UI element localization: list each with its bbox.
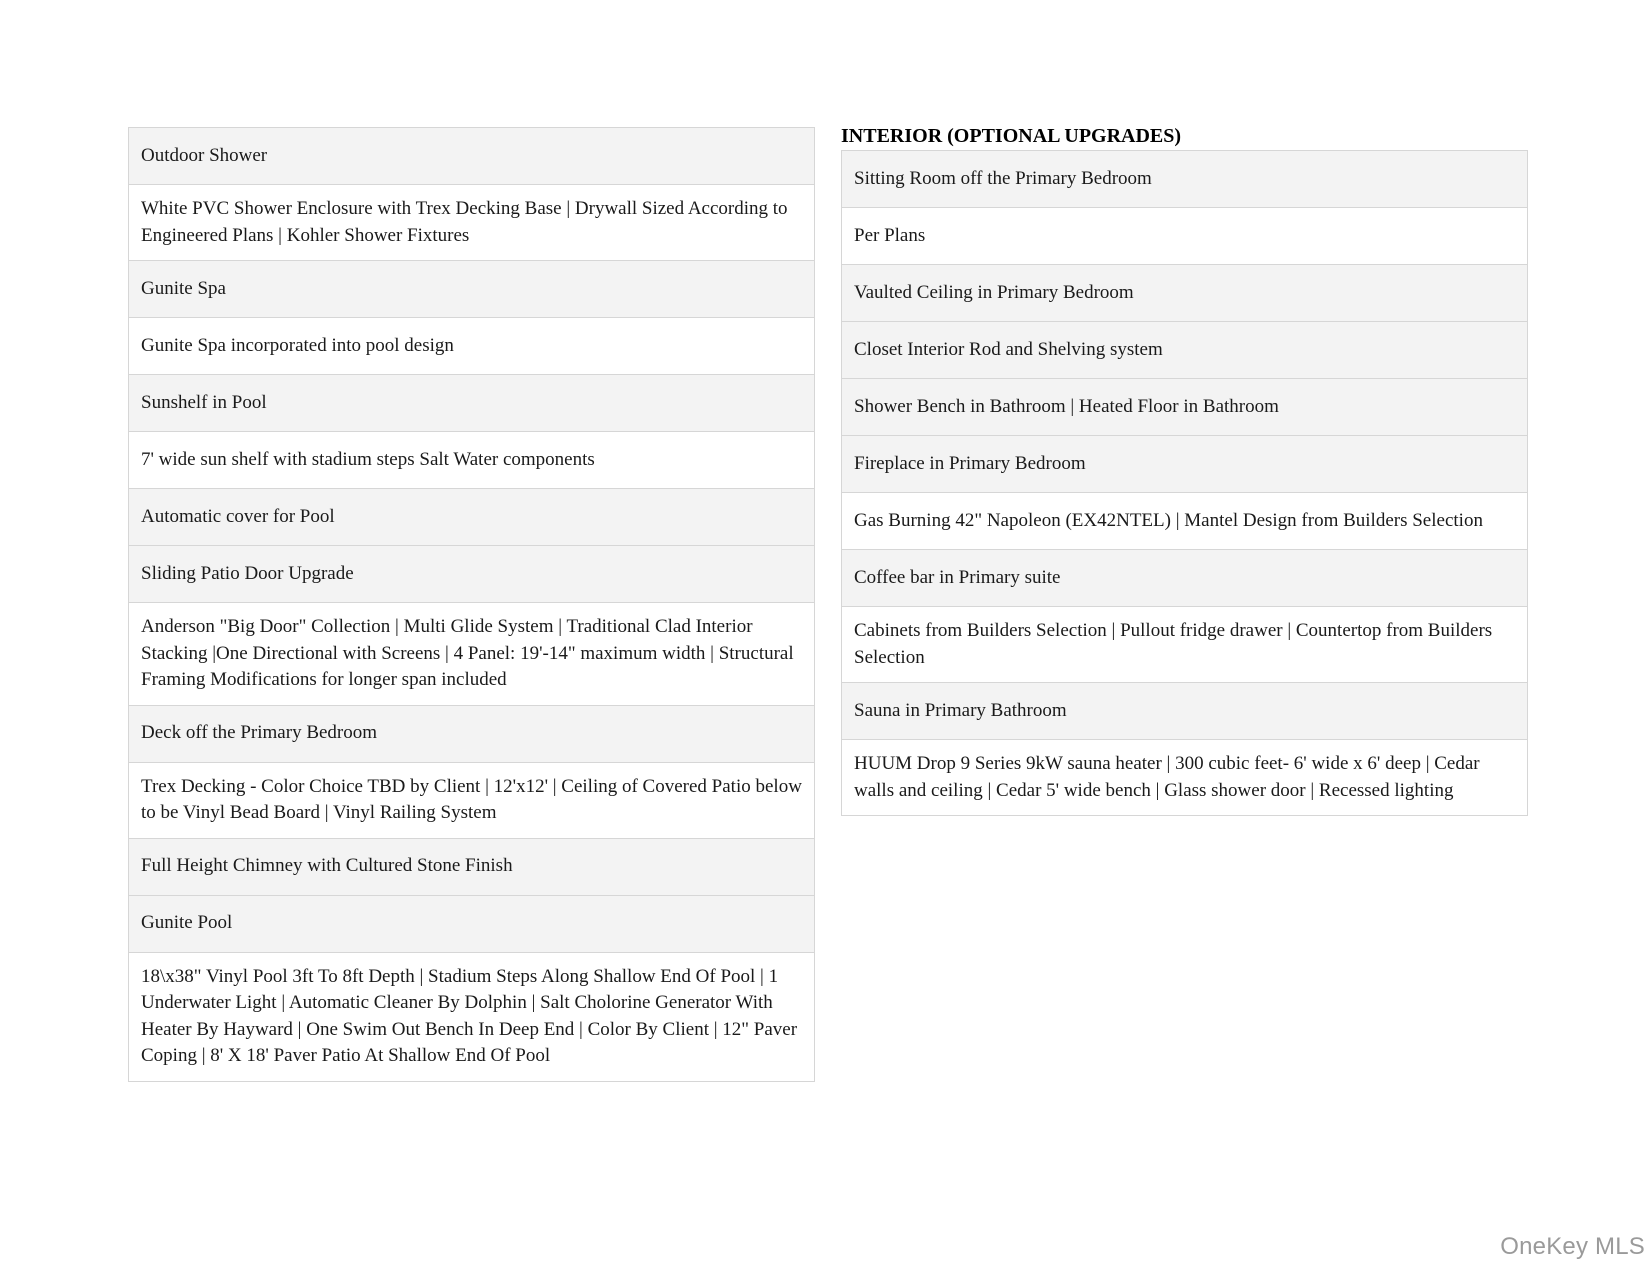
item-title: Closet Interior Rod and Shelving system bbox=[842, 322, 1528, 379]
table-row bbox=[842, 322, 1528, 379]
item-title: Sauna in Primary Bathroom bbox=[842, 683, 1528, 740]
table-row bbox=[842, 550, 1528, 607]
item-title: Shower Bench in Bathroom | Heated Floor in Bathroom bbox=[842, 379, 1528, 436]
table-row bbox=[842, 607, 1528, 683]
table-row bbox=[129, 838, 815, 895]
table-row bbox=[129, 762, 815, 838]
table-row bbox=[842, 151, 1528, 208]
table-row bbox=[129, 318, 815, 375]
table-row bbox=[129, 375, 815, 432]
item-title: Coffee bar in Primary suite bbox=[842, 550, 1528, 607]
section-heading: INTERIOR (OPTIONAL UPGRADES) bbox=[841, 125, 1182, 147]
item-title: Outdoor Shower bbox=[129, 128, 815, 185]
item-title: Vaulted Ceiling in Primary Bedroom bbox=[842, 265, 1528, 322]
table-row bbox=[842, 436, 1528, 493]
item-detail: Gunite Spa incorporated into pool design bbox=[129, 318, 815, 375]
item-detail: Cabinets from Builders Selection | Pullout fridge drawer | Countertop from Builders Selection bbox=[842, 607, 1528, 683]
item-title: Deck off the Primary Bedroom bbox=[129, 705, 815, 762]
table-row bbox=[129, 603, 815, 706]
item-title: Automatic cover for Pool bbox=[129, 489, 815, 546]
item-title: Gunite Spa bbox=[129, 261, 815, 318]
table-row bbox=[842, 208, 1528, 265]
item-title: Gunite Pool bbox=[129, 895, 815, 952]
table-row bbox=[129, 489, 815, 546]
exterior-upgrades-table bbox=[128, 127, 815, 1082]
table-row bbox=[842, 265, 1528, 322]
table-row bbox=[129, 261, 815, 318]
item-detail: White PVC Shower Enclosure with Trex Decking Base | Drywall Sized According to Engineered Plans | Kohler Shower Fixtures bbox=[129, 185, 815, 261]
table-row bbox=[129, 952, 815, 1081]
item-detail: 18\x38" Vinyl Pool 3ft To 8ft Depth | Stadium Steps Along Shallow End Of Pool | 1 Underwater Light | Automatic Cleaner By Dolphin | Salt Cholorine Generator With Heater By Hayward | One Swim Out Bench In Deep End | Color By Client | 12" Paver Coping | 8' X 18' Paver Patio At Shallow End Of Pool bbox=[129, 952, 815, 1081]
item-detail: Gas Burning 42" Napoleon (EX42NTEL) | Mantel Design from Builders Selection bbox=[842, 493, 1528, 550]
item-title: Sitting Room off the Primary Bedroom bbox=[842, 151, 1528, 208]
item-title: Full Height Chimney with Cultured Stone Finish bbox=[129, 838, 815, 895]
item-detail: Per Plans bbox=[842, 208, 1528, 265]
item-detail: Anderson "Big Door" Collection | Multi Glide System | Traditional Clad Interior Stacking |One Directional with Screens | 4 Panel: 19'-14" maximum width | Structural Framing Modifications for longer span included bbox=[129, 603, 815, 706]
table-row bbox=[129, 546, 815, 603]
item-detail: Trex Decking - Color Choice TBD by Client | 12'x12' | Ceiling of Covered Patio below to be Vinyl Bead Board | Vinyl Railing System bbox=[129, 762, 815, 838]
table-row bbox=[842, 683, 1528, 740]
item-title: Fireplace in Primary Bedroom bbox=[842, 436, 1528, 493]
watermark: OneKey MLS bbox=[1500, 1233, 1645, 1260]
item-detail: 7' wide sun shelf with stadium steps Salt Water components bbox=[129, 432, 815, 489]
table-row bbox=[129, 432, 815, 489]
item-title: Sliding Patio Door Upgrade bbox=[129, 546, 815, 603]
item-title: Sunshelf in Pool bbox=[129, 375, 815, 432]
item-detail: HUUM Drop 9 Series 9kW sauna heater | 300 cubic feet- 6' wide x 6' deep | Cedar walls and ceiling | Cedar 5' wide bench | Glass shower door | Recessed lighting bbox=[842, 740, 1528, 816]
table-row bbox=[842, 493, 1528, 550]
table-row bbox=[129, 185, 815, 261]
table-row bbox=[129, 128, 815, 185]
table-row bbox=[842, 379, 1528, 436]
interior-column bbox=[841, 123, 1528, 816]
table-row bbox=[129, 705, 815, 762]
exterior-column bbox=[128, 127, 815, 1082]
table-row bbox=[129, 895, 815, 952]
interior-upgrades-table bbox=[841, 150, 1528, 816]
table-row bbox=[842, 740, 1528, 816]
